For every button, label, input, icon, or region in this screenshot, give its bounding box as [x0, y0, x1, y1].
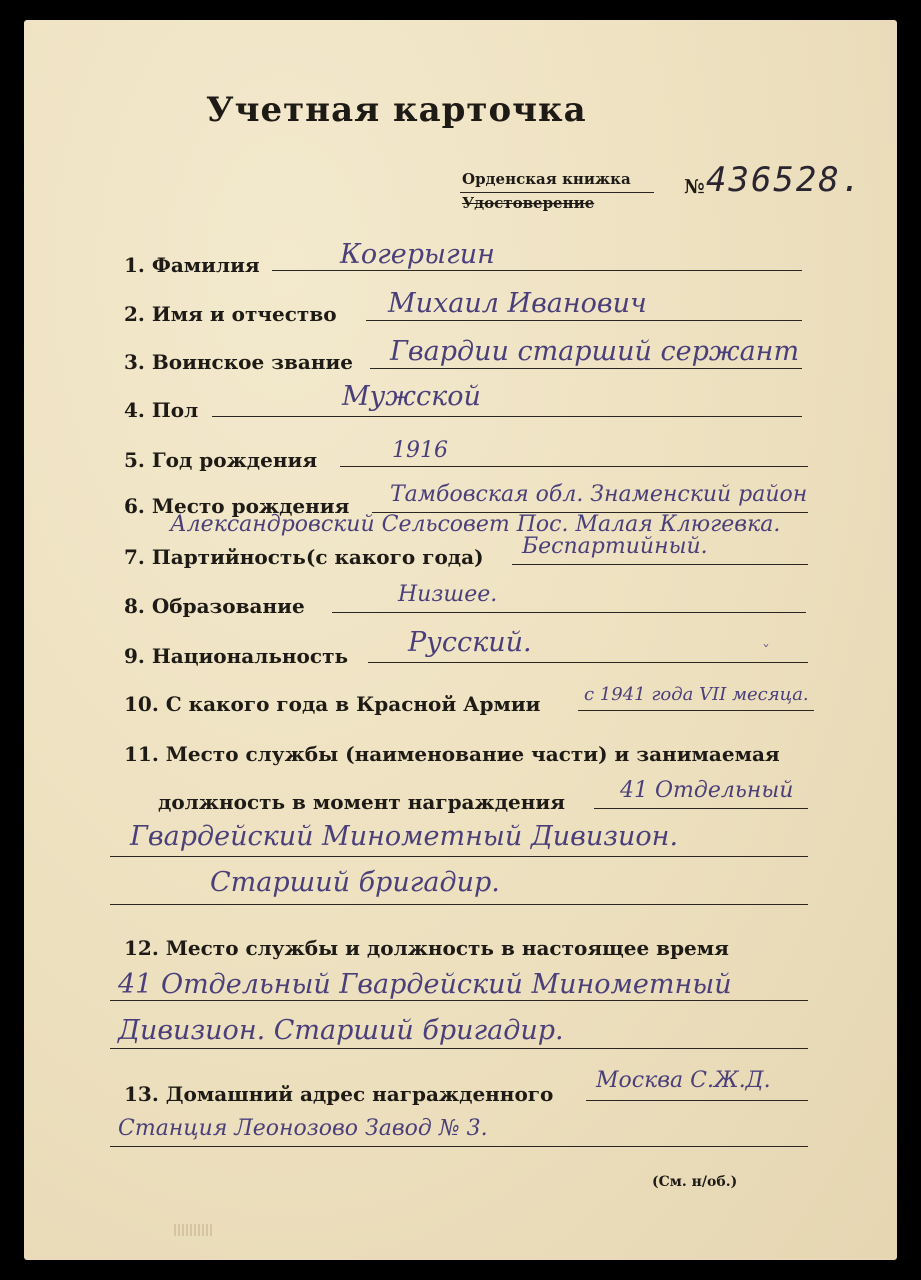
field-line-surname	[272, 270, 802, 271]
field-label-service-place: 11. Место службы (наименование части) и занимаемая	[124, 742, 780, 766]
footer-note: (См. н/об.)	[652, 1174, 738, 1190]
field-line-army-year	[578, 710, 814, 711]
card-title: Учетная карточка	[206, 90, 587, 130]
field-line-birth-year	[340, 466, 808, 467]
field-label-party: 7. Партийность(с какого года)	[124, 545, 484, 569]
field-value-rank: Гвардии старший сержант	[390, 336, 800, 367]
field-label-birth-year: 5. Год рождения	[124, 448, 318, 472]
field-value-surname: Когерыгин	[340, 239, 495, 270]
field-line-party	[512, 564, 808, 565]
paper-stain	[174, 1224, 214, 1236]
field-value-address-1: Москва С.Ж.Д.	[596, 1068, 771, 1093]
field-label-name: 2. Имя и отчество	[124, 302, 337, 326]
field-label-education: 8. Образование	[124, 594, 305, 618]
field-line-service-1	[594, 808, 808, 809]
field-label-army-year: 10. С какого года в Красной Армии	[124, 692, 541, 716]
field-value-name: Михаил Иванович	[388, 288, 647, 319]
field-line-sex	[212, 416, 802, 417]
field-line-education	[332, 612, 806, 613]
field-label-service-position: должность в момент награждения	[158, 790, 566, 814]
field-label-nationality: 9. Национальность	[124, 644, 349, 668]
field-line-current-2	[110, 1048, 808, 1049]
doc-type-struck: Удостоверение	[462, 194, 595, 212]
field-line-service-3	[110, 904, 808, 905]
field-line-address-2	[110, 1146, 808, 1147]
field-label-rank: 3. Воинское звание	[124, 350, 354, 374]
field-value-sex: Мужской	[342, 381, 481, 412]
doc-type-rule	[460, 192, 654, 193]
field-label-sex: 4. Пол	[124, 398, 199, 422]
field-value-current-2: Дивизион. Старший бригадир.	[118, 1015, 564, 1046]
number-sign: №	[684, 176, 705, 198]
field-label-birthplace: 6. Место рождения	[124, 494, 350, 518]
field-label-home-address: 13. Домашний адрес награжденного	[124, 1082, 554, 1106]
field-label-surname: 1. Фамилия	[124, 253, 260, 277]
field-value-current-1: 41 Отдельный Гвардейский Минометный	[118, 969, 732, 1000]
field-value-service-1: 41 Отдельный	[620, 778, 794, 803]
field-value-address-2: Станция Леонозово Завод № 3.	[118, 1116, 488, 1141]
field-value-service-2: Гвардейский Минометный Дивизион.	[130, 821, 679, 852]
field-value-education: Низшее.	[398, 582, 498, 607]
order-book-number: 436528.	[706, 160, 864, 200]
field-label-current-service: 12. Место службы и должность в настоящее время	[124, 936, 729, 960]
field-value-birthplace: Тамбовская обл. Знаменский район	[390, 482, 808, 507]
field-line-service-2	[110, 856, 808, 857]
field-value-nationality: Русский.	[408, 627, 532, 658]
field-value-birthplace-2: Александровский Сельсовет Пос. Малая Клюгевка.	[170, 512, 781, 537]
field-line-address-1	[586, 1100, 808, 1101]
doc-type-selected: Орденская книжка	[462, 170, 631, 188]
field-value-army-year: с 1941 года VII месяца.	[584, 684, 809, 705]
field-value-birth-year: 1916	[392, 438, 448, 463]
field-value-party: Беспартийный.	[522, 534, 708, 559]
field-line-current-1	[110, 1000, 808, 1001]
field-line-name	[366, 320, 802, 321]
field-line-rank	[370, 368, 802, 369]
field-value-service-3: Старший бригадир.	[210, 867, 500, 898]
field-line-nationality	[368, 662, 808, 663]
check-mark: ˇ	[762, 642, 770, 661]
